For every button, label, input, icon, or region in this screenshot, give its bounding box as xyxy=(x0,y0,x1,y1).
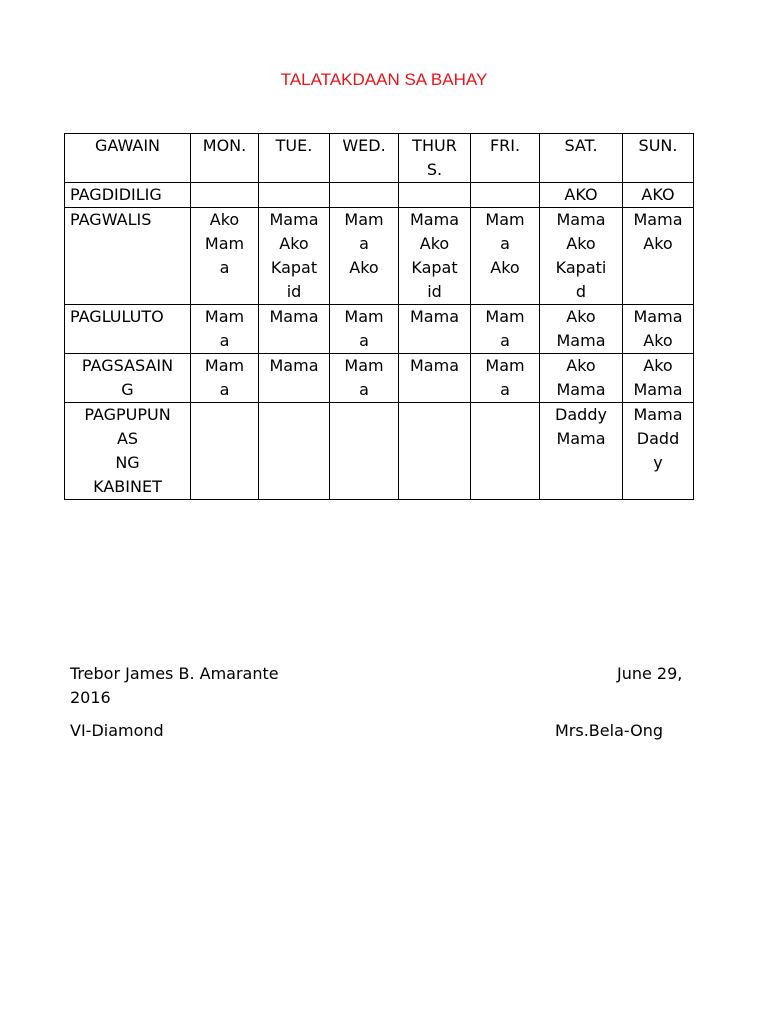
section-name: VI-Diamond xyxy=(70,721,164,740)
table-cell xyxy=(623,183,694,208)
table-cell xyxy=(259,305,330,354)
cell-text-line: Mama xyxy=(269,210,319,229)
cell-text-line: WED. xyxy=(342,136,386,155)
table-cell xyxy=(399,305,471,354)
cell-text-line: AKO xyxy=(641,185,675,204)
header-day xyxy=(191,134,259,183)
table-cell xyxy=(191,208,259,305)
table-cell xyxy=(191,403,259,500)
table-cell xyxy=(540,403,623,500)
cell-text-line: a xyxy=(500,331,510,350)
cell-text-line: PAGDIDILIG xyxy=(70,185,162,204)
table-cell xyxy=(399,354,471,403)
cell-text-line: THUR xyxy=(412,136,457,155)
cell-text-line: GAWAIN xyxy=(94,136,161,155)
cell-text-line: Mama xyxy=(410,356,459,375)
cell-text-line: FRI. xyxy=(489,136,521,155)
cell-text-line: PAGLULUTO xyxy=(70,307,164,326)
cell-text-line: Ako xyxy=(279,234,309,253)
cell-text-line: Ako xyxy=(209,210,240,229)
student-name: Trebor James B. Amarante xyxy=(70,664,279,683)
cell-text-line: PAGPUPUN xyxy=(84,405,171,424)
table-cell xyxy=(623,208,694,305)
row-task-label xyxy=(65,208,191,305)
table-cell xyxy=(471,208,540,305)
cell-text-line: y xyxy=(653,453,663,472)
table-row xyxy=(65,305,694,354)
cell-text-line: Kapat xyxy=(270,258,318,277)
cell-text-line: S. xyxy=(426,160,443,179)
table-cell xyxy=(259,403,330,500)
cell-text-line: Mama xyxy=(410,307,459,326)
cell-text-line: Mam xyxy=(204,356,245,375)
table-cell xyxy=(540,305,623,354)
cell-text-line: Mama xyxy=(410,210,459,229)
cell-text-line: PAGSASAIN xyxy=(81,356,174,375)
cell-text-line: Mama xyxy=(633,405,683,424)
cell-text-line: Kapati xyxy=(555,258,607,277)
table-cell xyxy=(330,183,399,208)
cell-text-line: Mama xyxy=(633,210,683,229)
table-cell xyxy=(623,403,694,500)
cell-text-line: Ako xyxy=(419,234,450,253)
cell-text-line: SAT. xyxy=(564,136,598,155)
table-cell xyxy=(471,183,540,208)
header-day xyxy=(623,134,694,183)
table-cell xyxy=(330,305,399,354)
cell-text-line: SUN. xyxy=(638,136,678,155)
row-task-label xyxy=(65,183,191,208)
cell-text-line: Mam xyxy=(485,307,525,326)
cell-text-line: AS xyxy=(116,429,139,448)
table-cell xyxy=(191,305,259,354)
cell-text-line: Ako xyxy=(566,234,596,253)
cell-text-line: Dadd xyxy=(636,429,680,448)
cell-text-line: Ako xyxy=(566,307,596,326)
cell-text-line: Mam xyxy=(344,210,384,229)
table-cell xyxy=(399,208,471,305)
table-cell xyxy=(259,208,330,305)
table-row xyxy=(65,208,694,305)
cell-text-line: AKO xyxy=(564,185,598,204)
document-title: TALATAKDAAN SA BAHAY xyxy=(280,70,488,89)
table-cell xyxy=(399,403,471,500)
table-cell xyxy=(259,354,330,403)
chores-schedule-table xyxy=(64,133,694,500)
cell-text-line: Ako xyxy=(490,258,520,277)
cell-text-line: Mam xyxy=(485,356,525,375)
table-cell xyxy=(471,354,540,403)
row-task-label xyxy=(65,403,191,500)
header-day xyxy=(471,134,540,183)
cell-text-line: Ako xyxy=(566,356,596,375)
cell-text-line: id xyxy=(427,282,442,301)
table-cell xyxy=(540,183,623,208)
cell-text-line: Kapat xyxy=(411,258,458,277)
cell-text-line: a xyxy=(359,380,369,399)
cell-text-line: Mam xyxy=(204,307,245,326)
cell-text-line: id xyxy=(286,282,302,301)
table-row xyxy=(65,183,694,208)
cell-text-line: Mama xyxy=(556,210,606,229)
table-cell xyxy=(259,183,330,208)
cell-text-line: Mama xyxy=(269,307,319,326)
cell-text-line: Ako xyxy=(643,331,673,350)
header-day xyxy=(259,134,330,183)
table-cell xyxy=(540,354,623,403)
cell-text-line: NG xyxy=(115,453,140,472)
cell-text-line: Mam xyxy=(485,210,525,229)
header-day xyxy=(399,134,471,183)
table-cell xyxy=(399,183,471,208)
header-day xyxy=(330,134,399,183)
cell-text-line: a xyxy=(219,258,230,277)
cell-text-line: MON. xyxy=(202,136,247,155)
cell-text-line: a xyxy=(359,234,369,253)
table-cell xyxy=(191,354,259,403)
cell-text-line: Ako xyxy=(643,234,673,253)
cell-text-line: Mama xyxy=(556,380,606,399)
cell-text-line: G xyxy=(121,380,134,399)
table-cell xyxy=(330,403,399,500)
cell-text-line: Mam xyxy=(204,234,245,253)
cell-text-line: Mama xyxy=(556,331,606,350)
cell-text-line: d xyxy=(575,282,587,301)
cell-text-line: Ako xyxy=(643,356,673,375)
table-cell xyxy=(330,208,399,305)
table-row xyxy=(65,403,694,500)
cell-text-line: Mam xyxy=(344,307,384,326)
cell-text-line: a xyxy=(500,234,510,253)
cell-text-line: Mama xyxy=(556,429,606,448)
cell-text-line: Mama xyxy=(633,380,683,399)
table-cell xyxy=(540,208,623,305)
header-gawain xyxy=(65,134,191,183)
row-task-label xyxy=(65,305,191,354)
table-cell xyxy=(330,354,399,403)
date-line-1: June 29, xyxy=(617,664,683,683)
cell-text-line: Daddy xyxy=(555,405,607,424)
cell-text-line: KABINET xyxy=(93,477,162,496)
table-row xyxy=(65,354,694,403)
teacher-name: Mrs.Bela-Ong xyxy=(555,721,663,740)
table-cell xyxy=(471,305,540,354)
table-cell xyxy=(191,183,259,208)
cell-text-line: Mama xyxy=(633,307,683,326)
date-line-2: 2016 xyxy=(70,688,111,707)
table-cell xyxy=(623,354,694,403)
row-task-label xyxy=(65,354,191,403)
cell-text-line: a xyxy=(359,331,369,350)
cell-text-line: Mama xyxy=(269,356,319,375)
table-cell xyxy=(623,305,694,354)
cell-text-line: a xyxy=(219,380,230,399)
cell-text-line: Mam xyxy=(344,356,384,375)
cell-text-line: TUE. xyxy=(275,136,313,155)
cell-text-line: PAGWALIS xyxy=(70,210,152,229)
cell-text-line: a xyxy=(500,380,510,399)
header-day xyxy=(540,134,623,183)
table-cell xyxy=(471,403,540,500)
cell-text-line: a xyxy=(219,331,230,350)
table-header-row xyxy=(65,134,694,183)
cell-text-line: Ako xyxy=(349,258,379,277)
